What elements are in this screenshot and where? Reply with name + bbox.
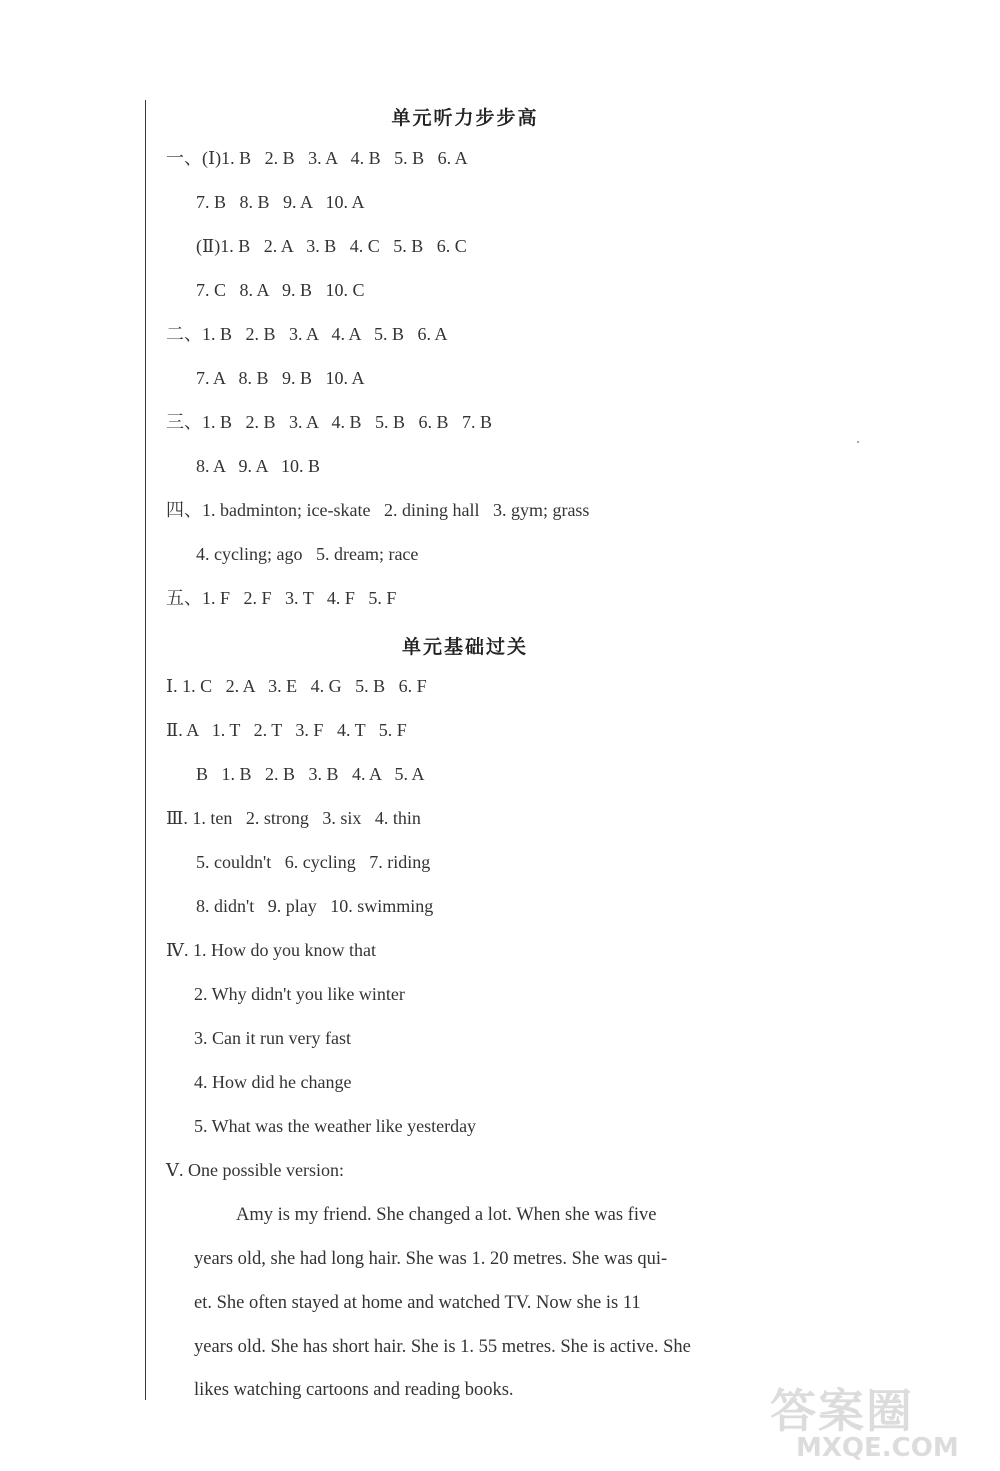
speck [857, 441, 859, 443]
answer-line: 7. C 8. A 9. B 10. C [196, 280, 365, 300]
answer-line: Ⅳ. 1. How do you know that [166, 940, 376, 960]
margin-rule [145, 100, 146, 1400]
answer-line: 5. couldn't 6. cycling 7. riding [196, 852, 431, 872]
answer-line: 8. A 9. A 10. B [196, 456, 321, 476]
answer-line: Ⅲ. 1. ten 2. strong 3. six 4. thin [166, 808, 421, 828]
answer-line: Ⅱ. A 1. T 2. T 3. F 4. T 5. F [166, 720, 407, 740]
answer-line: 2. Why didn't you like winter [194, 984, 405, 1004]
answer-line: 7. B 8. B 9. A 10. A [196, 192, 365, 212]
answer-line: (Ⅱ)1. B 2. A 3. B 4. C 5. B 6. C [196, 236, 467, 256]
watermark-brand: 答案圈 [770, 1384, 914, 1438]
watermark-url: MXQE.COM [796, 1433, 959, 1463]
answer-line: 4. How did he change [194, 1072, 352, 1092]
answer-line: 8. didn't 9. play 10. swimming [196, 896, 434, 916]
answer-line: 五、1. F 2. F 3. T 4. F 5. F [166, 588, 397, 608]
essay-line: years old, she had long hair. She was 1. 20 metres. She was qui- [194, 1249, 668, 1269]
section-title-basics: 单元基础过关 [401, 636, 528, 658]
essay-line: likes watching cartoons and reading books. [194, 1380, 514, 1400]
watermark-logo [770, 1375, 995, 1470]
answer-line: Ⅴ. One possible version: [166, 1160, 344, 1180]
answer-line: 3. Can it run very fast [194, 1028, 351, 1048]
section-title-listening: 单元听力步步高 [391, 107, 539, 129]
answer-line: 四、1. badminton; ice-skate 2. dining hall 3. gym; grass [166, 500, 590, 520]
answer-line: 三、1. B 2. B 3. A 4. B 5. B 6. B 7. B [166, 412, 493, 432]
answer-line: 二、1. B 2. B 3. A 4. A 5. B 6. A [166, 324, 448, 344]
answer-line: 7. A 8. B 9. B 10. A [196, 368, 365, 388]
essay-line: Amy is my friend. She changed a lot. When she was five [236, 1205, 657, 1225]
answer-line: 一、(Ⅰ)1. B 2. B 3. A 4. B 5. B 6. A [166, 148, 468, 168]
answer-line: 5. What was the weather like yesterday [194, 1116, 477, 1136]
essay-line: years old. She has short hair. She is 1. 55 metres. She is active. She [194, 1337, 691, 1357]
answer-line: Ⅰ. 1. C 2. A 3. E 4. G 5. B 6. F [166, 676, 427, 696]
answer-line: B 1. B 2. B 3. B 4. A 5. A [196, 764, 425, 784]
answer-line: 4. cycling; ago 5. dream; race [196, 544, 419, 564]
essay-line: et. She often stayed at home and watched TV. Now she is 11 [194, 1293, 641, 1313]
